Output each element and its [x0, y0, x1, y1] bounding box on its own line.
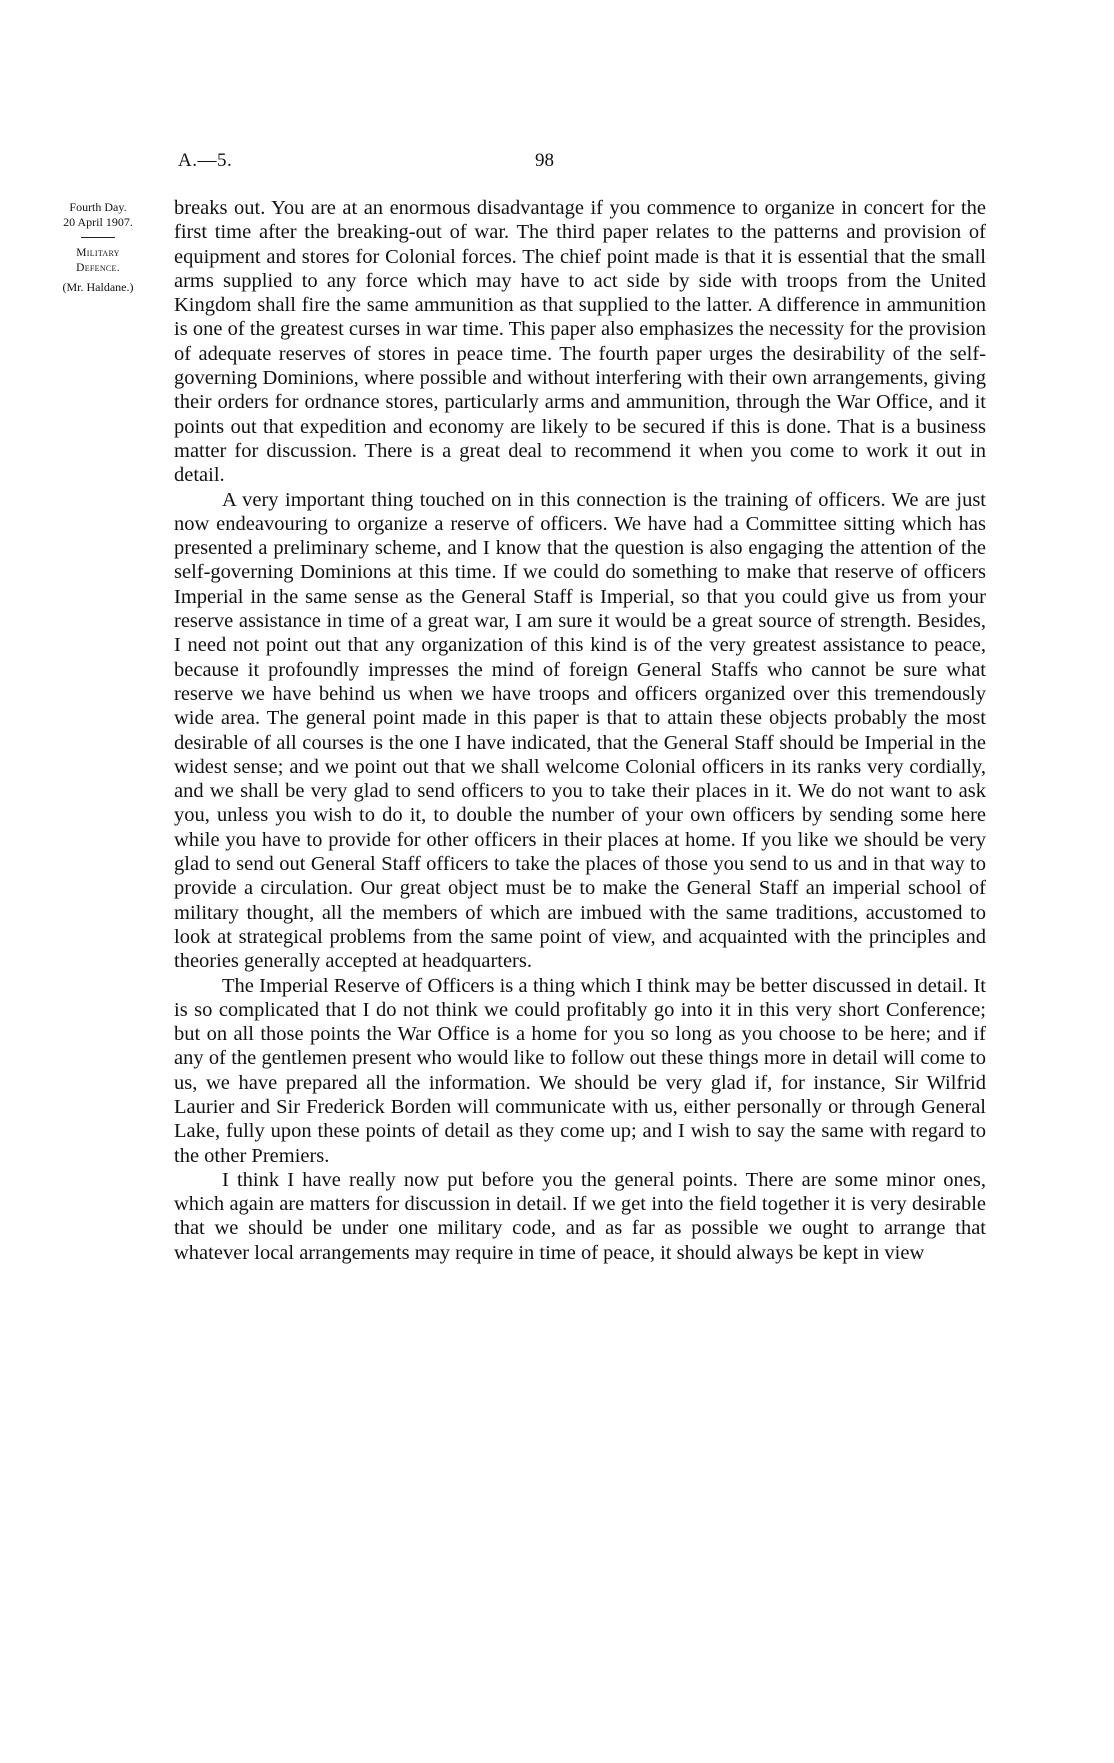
body-text: [174, 196, 986, 1265]
document-reference: A.—5.: [178, 150, 233, 171]
margin-note-day: Fourth Day.: [69, 200, 127, 214]
paragraph-training-of-officers: A very important thing touched on in this connection is the training of officers. We are just now endeavouring to organize a reserve of officers. We have had a Committee sitting which has presented a preliminary scheme, and I know that the question is also engaging the attention of the self-governing Dominions at this time. If we could do something to make that reserve of officers Imperial in the same sense as the General Staff is Imperial, so that you could give us from your reserve assistance in time of a great war, I am sure it would be a great source of strength. Besides, I need not point out that any organization of this kind is of the very greatest assistance to peace, because it profoundly impresses the mind of foreign General Staffs who cannot be sure what reserve we have behind us when we have troops and officers organized over this tremendously wide area. The general point made in this paper is that to attain these objects probably the most desirable of all courses is the one I have indicated, that the General Staff should be Imperial in the widest sense; and we point out that we shall welcome Colonial officers in its ranks very cordially, and we shall be very glad to send officers to you to take their places in it. We do not want to ask you, unless you wish to do it, to double the number of your own officers by sending some here while you have to provide for other officers in their places at home. If you like we should be very glad to send out General Staff officers to take the places of those you send to us and in that way to provide a circulation. Our great object must be to make the General Staff an imperial school of military thought, all the members of which are imbued with the same traditions, accustomed to look at strategical problems from the same point of view, and acquainted with the principles and theories generally accepted at headquarters.: [174, 488, 986, 973]
margin-note-subject-line2: Defence.: [76, 262, 120, 274]
page-number: 98: [535, 150, 554, 171]
margin-note-divider: [81, 237, 115, 238]
margin-note: [28, 200, 168, 295]
margin-note-date: 20 April 1907.: [63, 215, 133, 229]
paragraph-continuation: breaks out. You are at an enormous disadvantage if you commence to organize in concert for the first time after the breaking-out of war. The third paper relates to the patterns and provision of equipment and stores for Colonial forces. The chief point made is that it is essential that the small arms supplied to any force which may have to act side by side with troops from the United Kingdom shall fire the same ammunition as that supplied to the latter. A difference in ammunition is one of the greatest curses in war time. This paper also emphasizes the necessity for the provision of adequate reserves of stores in peace time. The fourth paper urges the desirability of the self-governing Dominions, where possible and without interfering with their own arrangements, giving their orders for ordnance stores, particularly arms and ammunition, through the War Office, and it points out that expedition and economy are likely to be secured if this is done. That is a business matter for discussion. There is a great deal to recommend it when you come to work it out in detail.: [174, 197, 986, 487]
paragraph-imperial-reserve: The Imperial Reserve of Officers is a thing which I think may be better discussed in detail. It is so complicated that I do not think we could profitably go into it in this very short Conference; but on all those points the War Office is a home for you so long as you choose to be here; and if any of the gentlemen present who would like to follow out these things more in detail will come to us, we have prepared all the information. We should be very glad if, for instance, Sir Wilfrid Laurier and Sir Frederick Borden will communicate with us, either personally or through General Lake, fully upon these points of detail as they come up; and I wish to say the same with regard to the other Premiers.: [174, 974, 986, 1167]
margin-note-subject-line1: Military: [76, 247, 120, 259]
paragraph-general-points: I think I have really now put before you the general points. There are some minor ones, which again are matters for discussion in detail. If we get into the field together it is very desirable that we should be under one military code, and as far as possible we ought to arrange that whatever local arrangements may require in time of peace, it should always be kept in view: [174, 1168, 986, 1264]
margin-note-speaker: (Mr. Haldane.): [62, 280, 134, 294]
